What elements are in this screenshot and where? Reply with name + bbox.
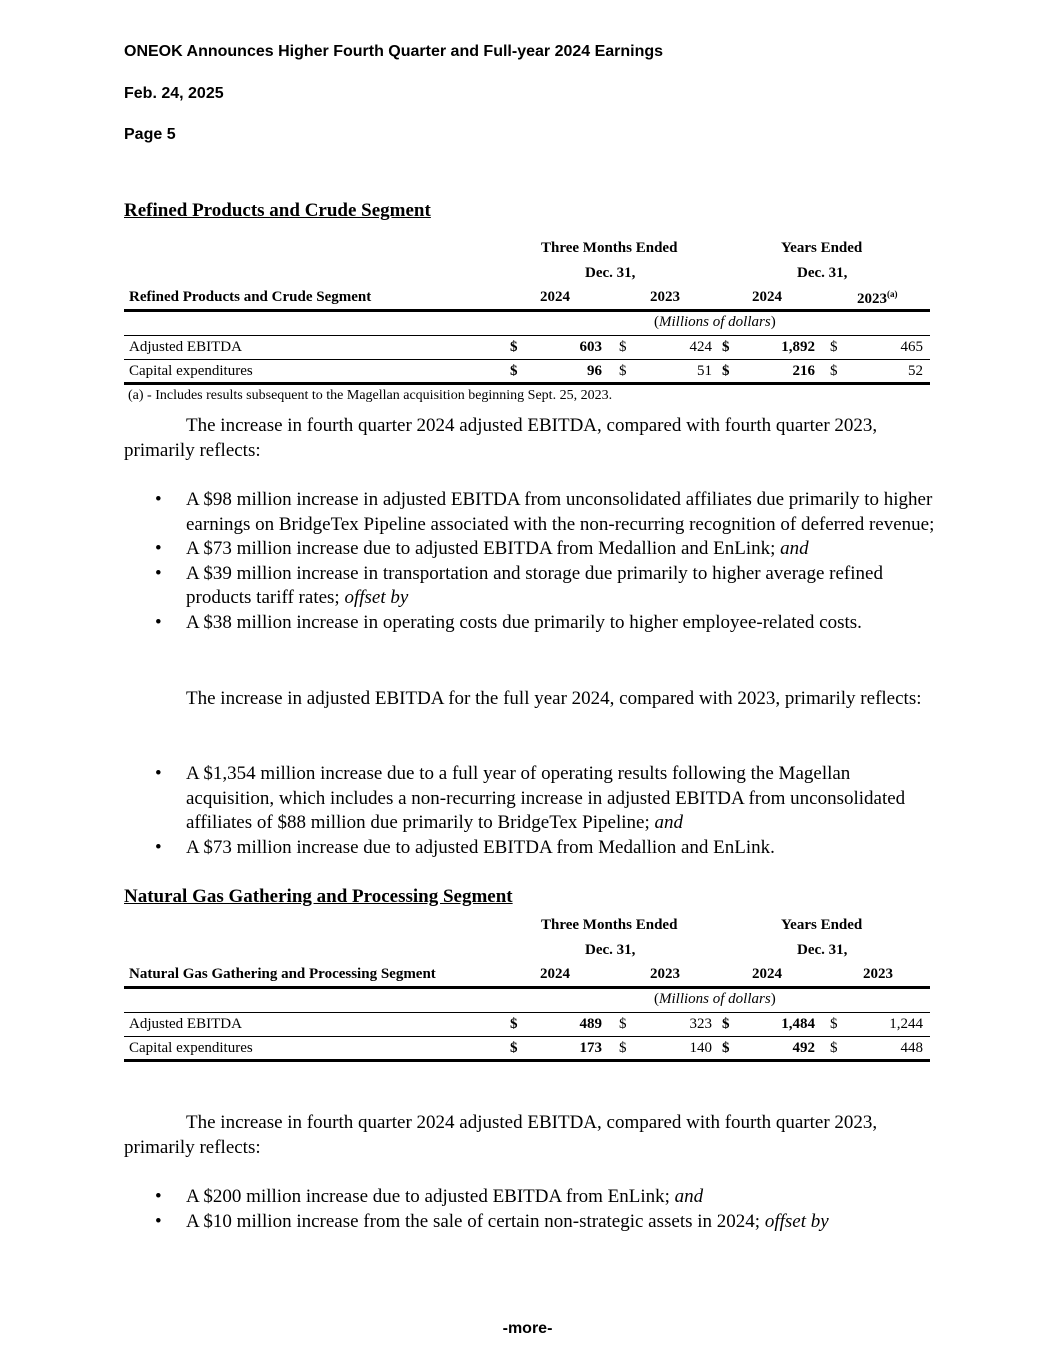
currency-sign: $: [830, 1016, 838, 1032]
paragraph: The increase in adjusted EBITDA for the full year 2024, compared with 2023, primarily reflects:: [186, 688, 922, 709]
bullet-icon: •: [155, 538, 162, 559]
table-cell: 603: [579, 339, 602, 355]
bullet-list: [124, 762, 936, 860]
table-cell: 1,484: [781, 1016, 815, 1032]
table-cell: 52: [908, 363, 923, 379]
row-label: Adjusted EBITDA: [129, 1016, 242, 1032]
col-header: 2023: [650, 966, 680, 982]
row-rule: [124, 1036, 930, 1037]
currency-sign: $: [830, 363, 838, 379]
col-group-years-date: Dec. 31,: [797, 942, 848, 958]
bullet-icon: •: [155, 489, 162, 510]
table-cell: 216: [792, 363, 815, 379]
currency-sign: $: [830, 339, 838, 355]
currency-sign: $: [830, 1040, 838, 1056]
col-group-years: Years Ended: [781, 240, 863, 256]
refined-products-table: [124, 240, 930, 385]
paragraph: The increase in fourth quarter 2024 adjusted EBITDA, compared with fourth quarter 2023, primarily reflects:: [124, 1112, 878, 1158]
currency-sign: $: [619, 339, 627, 355]
table-cell: 448: [900, 1040, 923, 1056]
col-group-three-months: Three Months Ended: [541, 240, 678, 256]
footnote-marker: (a): [887, 289, 898, 299]
list-item: • A $98 million increase in adjusted EBITDA from unconsolidated affiliates due primarily to higher earnings on BridgeTex Pipeline associated with the non-recurring recognition of deferred revenue;: [155, 489, 935, 535]
col-group-years: Years Ended: [781, 917, 863, 933]
list-item: • A $1,354 million increase due to a full year of operating results following the Magellan acquisition, which includes a non-recurring increase in adjusted EBITDA from unconsolidated affiliates of $88 million due primarily to BridgeTex Pipeline; and: [155, 763, 906, 833]
row-rule: [124, 359, 930, 360]
release-date: Feb. 24, 2025: [124, 85, 224, 102]
col-group-years-date: Dec. 31,: [797, 265, 848, 281]
col-header: 2024: [540, 966, 570, 982]
table-cell: 51: [697, 363, 712, 379]
col-group-three-months-date: Dec. 31,: [585, 265, 636, 281]
currency-sign: $: [619, 1016, 627, 1032]
section-title-natural-gas: Natural Gas Gathering and Processing Segment: [124, 886, 513, 907]
table-row-header: Refined Products and Crude Segment: [129, 289, 372, 305]
table-header-rule: [124, 309, 930, 312]
col-group-three-months: Three Months Ended: [541, 917, 678, 933]
table-units-rule: [124, 1012, 930, 1013]
table-cell: 96: [587, 363, 602, 379]
list-item: • A $200 million increase due to adjusted EBITDA from EnLink; and: [124, 1185, 936, 1210]
currency-sign: $: [510, 339, 518, 355]
currency-sign: $: [510, 1016, 518, 1032]
currency-sign: $: [722, 1016, 730, 1032]
bullet-icon: •: [155, 611, 162, 633]
bullet-icon: •: [155, 562, 162, 584]
paragraph: The increase in fourth quarter 2024 adjusted EBITDA, compared with fourth quarter 2023, primarily reflects:: [124, 415, 878, 461]
col-header: 2023: [650, 289, 680, 305]
bullet-icon: •: [155, 836, 162, 858]
natural-gas-table: [124, 917, 930, 1062]
table-row-header: Natural Gas Gathering and Processing Segment: [129, 966, 436, 982]
table-cell: 323: [689, 1016, 712, 1032]
list-item: • A $38 million increase in operating costs due primarily to higher employee-related costs.: [124, 611, 936, 636]
row-label: Capital expenditures: [129, 1040, 253, 1056]
row-label: Adjusted EBITDA: [129, 339, 242, 355]
section-title-refined-products: Refined Products and Crude Segment: [124, 200, 431, 221]
currency-sign: $: [619, 1040, 627, 1056]
page-number: Page 5: [124, 126, 176, 143]
list-item: • A $10 million increase from the sale of certain non-strategic assets in 2024; offset by: [124, 1210, 936, 1235]
page-footer: -more-: [502, 1320, 553, 1337]
table-cell: 465: [900, 339, 923, 355]
table-bottom-rule: [124, 382, 930, 385]
currency-sign: $: [722, 363, 730, 379]
table-cell: 173: [579, 1040, 602, 1056]
row-label: Capital expenditures: [129, 363, 253, 379]
bullet-list: [124, 488, 936, 635]
table-cell: 492: [792, 1040, 815, 1056]
col-header: 2024: [752, 289, 782, 305]
bullet-icon: •: [155, 1210, 162, 1232]
table-header-rule: [124, 986, 930, 989]
table-cell: 489: [579, 1016, 602, 1032]
currency-sign: $: [722, 1040, 730, 1056]
col-header: 2024: [752, 966, 782, 982]
col-header: 2023$^{(a)}$: [857, 289, 898, 307]
bullet-icon: •: [155, 763, 162, 784]
currency-sign: $: [619, 363, 627, 379]
table-bottom-rule: [124, 1059, 930, 1062]
table-cell: 140: [689, 1040, 712, 1056]
table-cell: 1,892: [781, 339, 815, 355]
list-item: • A $73 million increase due to adjusted EBITDA from Medallion and EnLink.: [124, 836, 936, 861]
currency-sign: $: [722, 339, 730, 355]
units-label: (Millions of dollars): [654, 314, 776, 330]
bullet-list: [124, 1185, 936, 1234]
list-item: • A $39 million increase in transportation and storage due primarily to higher average refined products tariff rates; offset by: [155, 562, 883, 608]
table-footnote: (a) - Includes results subsequent to the Magellan acquisition beginning Sept. 25, 2023.: [128, 388, 613, 403]
table-cell: 1,244: [889, 1016, 923, 1032]
units-label: (Millions of dollars): [654, 991, 776, 1007]
table-units-rule: [124, 335, 930, 336]
col-header: 2024: [540, 289, 570, 305]
release-title: ONEOK Announces Higher Fourth Quarter and Full-year 2024 Earnings: [124, 43, 664, 60]
currency-sign: $: [510, 1040, 518, 1056]
col-group-three-months-date: Dec. 31,: [585, 942, 636, 958]
currency-sign: $: [510, 363, 518, 379]
bullet-icon: •: [155, 1186, 162, 1207]
list-item: • A $73 million increase due to adjusted EBITDA from Medallion and EnLink; and: [124, 537, 936, 562]
col-header: 2023: [863, 966, 893, 982]
table-cell: 424: [689, 339, 712, 355]
